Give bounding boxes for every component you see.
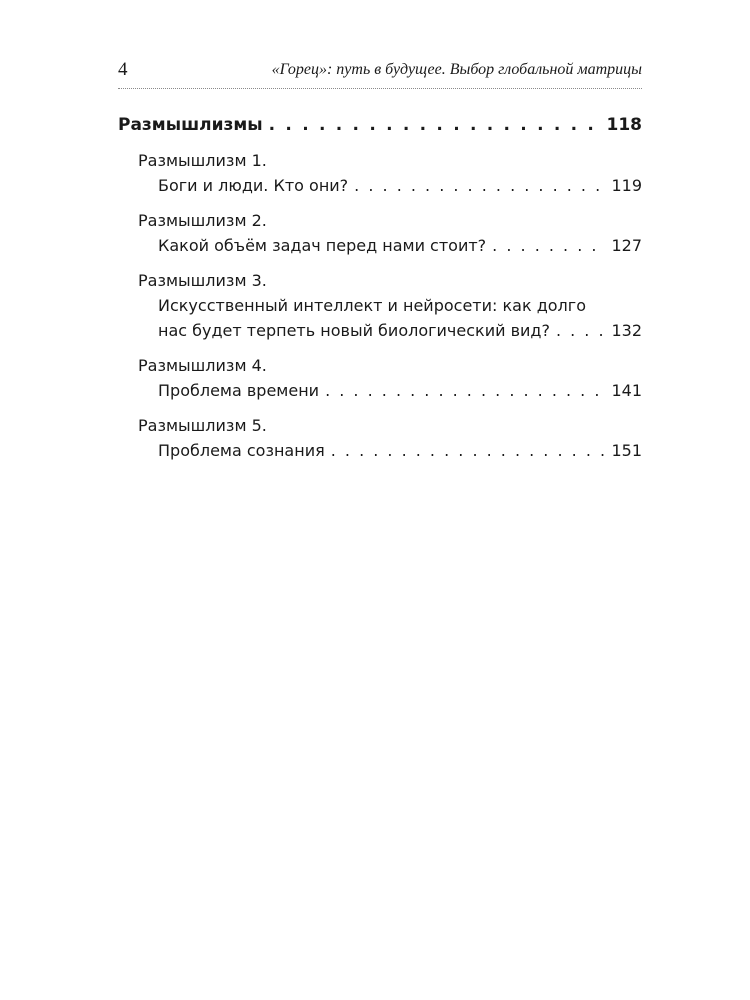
toc-entry-title: нас будет терпеть новый биологический вид?	[158, 321, 550, 340]
toc-entry-label: Размышлизм 3.	[138, 271, 267, 290]
toc-entry-page: 127	[611, 236, 642, 255]
page-number: 4	[118, 59, 128, 80]
toc-section-page: 118	[606, 115, 642, 135]
toc-section-title: Размышлизмы	[118, 115, 263, 135]
toc-entry-page: 151	[611, 441, 642, 460]
dot-leader	[269, 112, 601, 138]
toc-entry-title-line-1: Искусственный интеллект и нейросети: как долго	[158, 296, 586, 315]
dot-leader	[331, 438, 606, 463]
toc-entry-title: Проблема времени	[158, 381, 320, 400]
toc-entry-page: 119	[611, 176, 642, 195]
toc-entry-4[interactable]	[138, 353, 642, 403]
toc-entry-1[interactable]	[138, 148, 642, 198]
table-of-contents	[118, 112, 642, 473]
toc-entry-2[interactable]	[138, 208, 642, 258]
toc-entry-page: 141	[611, 381, 642, 400]
toc-entry-page: 132	[611, 321, 642, 340]
toc-entry-label: Размышлизм 4.	[138, 356, 267, 375]
toc-entry-5[interactable]	[138, 413, 642, 463]
toc-entry-title: Боги и люди. Кто они?	[158, 176, 349, 195]
book-title: «Горец»: путь в будущее. Выбор глобальной матрицы	[271, 61, 642, 78]
dot-leader	[556, 318, 606, 343]
dot-leader	[492, 233, 605, 258]
toc-entry-3[interactable]	[138, 268, 642, 343]
header-divider	[118, 88, 642, 89]
toc-section[interactable]	[118, 112, 642, 138]
toc-entry-title: Какой объём задач перед нами стоит?	[158, 236, 487, 255]
toc-entry-label: Размышлизм 2.	[138, 211, 267, 230]
dot-leader	[325, 378, 605, 403]
toc-entry-label: Размышлизм 1.	[138, 151, 267, 170]
running-head	[118, 58, 642, 86]
toc-entry-title: Проблема сознания	[158, 441, 325, 460]
dot-leader	[354, 173, 605, 198]
toc-entry-label: Размышлизм 5.	[138, 416, 267, 435]
